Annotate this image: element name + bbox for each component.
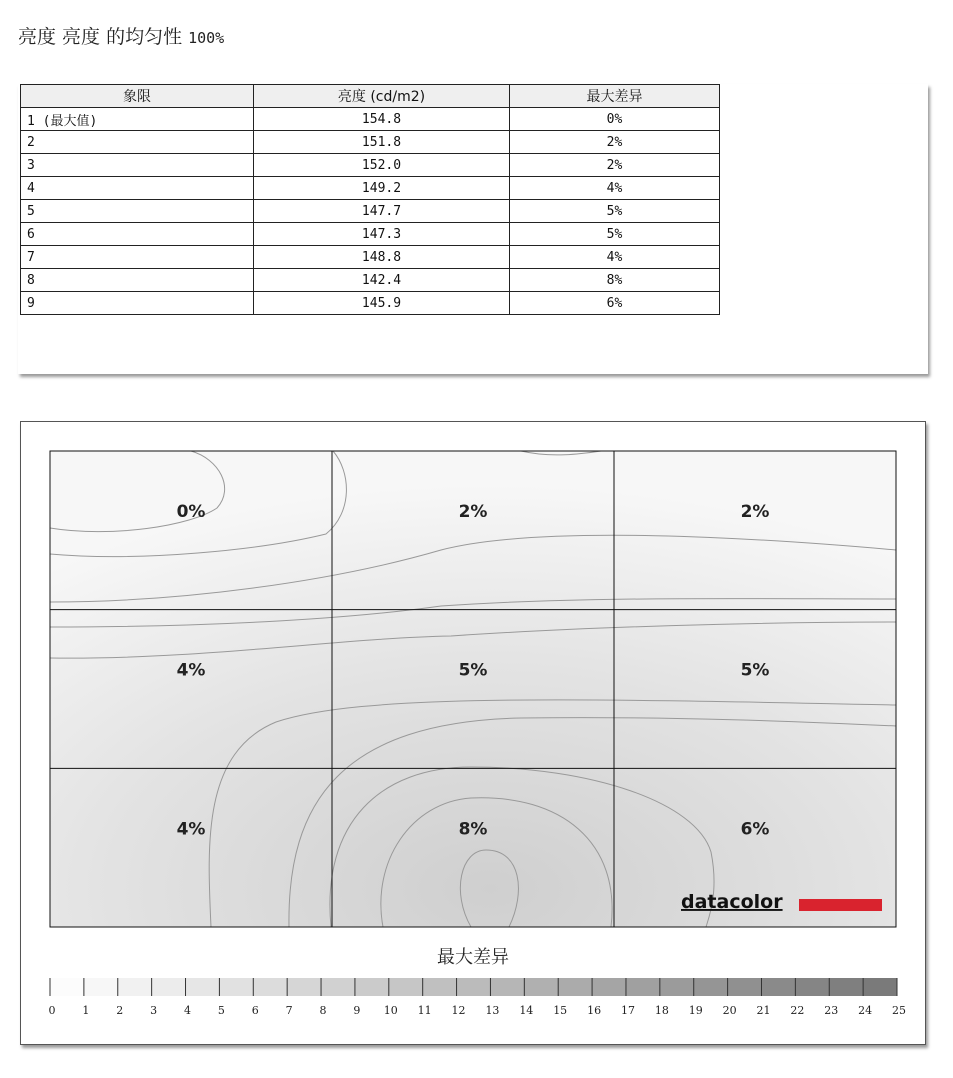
table-row (21, 200, 720, 223)
legend-swatch (490, 978, 524, 996)
table-row (21, 269, 720, 292)
cell-luminance: 147.7 (254, 200, 510, 223)
cell-quadrant: 1 (最大值) (21, 108, 254, 131)
datacolor-logo-bar (799, 899, 882, 911)
cell-quadrant: 6 (21, 223, 254, 246)
cell-luminance: 149.2 (254, 177, 510, 200)
cell-max-diff: 6% (510, 292, 720, 315)
scale-legend (49, 978, 907, 1017)
cell-label: 5% (458, 660, 488, 681)
legend-tick-label: 5 (217, 1004, 225, 1017)
cell-luminance: 151.8 (254, 131, 510, 154)
cell-quadrant: 3 (21, 154, 254, 177)
cell-max-diff: 2% (510, 154, 720, 177)
legend-swatch (694, 978, 728, 996)
legend-swatch (423, 978, 457, 996)
legend-tick-label: 8 (319, 1004, 327, 1017)
cell-max-diff: 4% (510, 177, 720, 200)
legend-tick-label: 6 (251, 1004, 259, 1017)
legend-swatch (660, 978, 694, 996)
cell-luminance: 154.8 (254, 108, 510, 131)
uniformity-chart-panel (20, 421, 926, 1045)
cell-label: 2% (458, 502, 488, 522)
legend-tick-label: 9 (353, 1004, 361, 1017)
cell-quadrant: 2 (21, 131, 254, 154)
title-percent: 100% (188, 29, 225, 47)
legend-tick-label: 12 (451, 1004, 466, 1017)
legend-swatch (219, 978, 253, 996)
title-text: 亮度 亮度 的均匀性 (18, 26, 183, 48)
uniformity-chart (21, 422, 925, 1044)
legend-swatch (592, 978, 626, 996)
cell-max-diff: 0% (510, 108, 720, 131)
legend-swatch (287, 978, 321, 996)
legend-swatch (761, 978, 795, 996)
legend-tick-label: 24 (858, 1004, 873, 1017)
legend-tick-label: 21 (756, 1004, 771, 1017)
table-body (21, 108, 720, 315)
legend-swatch (321, 978, 355, 996)
legend-tick-label: 4 (184, 1004, 192, 1017)
heatmap-background (50, 451, 896, 927)
cell-quadrant: 4 (21, 177, 254, 200)
legend-swatch (558, 978, 592, 996)
legend-tick-label: 14 (519, 1004, 534, 1017)
legend-tick-label: 17 (620, 1004, 635, 1017)
header-quadrant: 象限 (21, 85, 254, 108)
legend-swatch (50, 978, 84, 996)
legend-swatch (728, 978, 762, 996)
legend-swatch (524, 978, 558, 996)
legend-swatch (152, 978, 186, 996)
table-row (21, 177, 720, 200)
cell-quadrant: 8 (21, 269, 254, 292)
legend-title: 最大差异 (437, 947, 509, 968)
legend-swatch (186, 978, 220, 996)
cell-luminance: 142.4 (254, 269, 510, 292)
cell-max-diff: 5% (510, 223, 720, 246)
cell-luminance: 145.9 (254, 292, 510, 315)
table-row (21, 246, 720, 269)
cell-max-diff: 4% (510, 246, 720, 269)
legend-tick-label: 1 (82, 1004, 90, 1017)
legend-tick-label: 7 (285, 1004, 293, 1017)
cell-max-diff: 8% (510, 269, 720, 292)
cell-quadrant: 5 (21, 200, 254, 223)
cell-quadrant: 9 (21, 292, 254, 315)
cell-luminance: 152.0 (254, 154, 510, 177)
legend-tick-label: 23 (824, 1004, 839, 1017)
header-luminance: 亮度 (cd/m2) (254, 85, 510, 108)
cell-luminance: 147.3 (254, 223, 510, 246)
legend-swatch (829, 978, 863, 996)
cell-label: 6% (740, 819, 770, 840)
table-row (21, 223, 720, 246)
datacolor-logo-text: datacolor (681, 891, 783, 913)
luminance-table-panel (18, 84, 928, 374)
legend-swatch (253, 978, 287, 996)
cell-label: 4% (176, 819, 206, 840)
table-row (21, 131, 720, 154)
legend-swatch (626, 978, 660, 996)
header-max-diff: 最大差异 (510, 85, 720, 108)
legend-swatch (863, 978, 897, 996)
table-row (21, 108, 720, 131)
legend-swatch (355, 978, 389, 996)
luminance-table (20, 84, 720, 315)
legend-tick-label: 11 (417, 1004, 432, 1017)
table-row (21, 292, 720, 315)
legend-tick-label: 22 (790, 1004, 805, 1017)
legend-tick-label: 16 (587, 1004, 602, 1017)
cell-label: 0% (176, 502, 206, 522)
legend-tick-label: 18 (654, 1004, 669, 1017)
legend-tick-label: 15 (553, 1004, 568, 1017)
cell-luminance: 148.8 (254, 246, 510, 269)
legend-swatch (84, 978, 118, 996)
legend-swatch (795, 978, 829, 996)
legend-tick-label: 25 (892, 1004, 906, 1017)
cell-label: 5% (740, 660, 770, 681)
cell-max-diff: 2% (510, 131, 720, 154)
table-header-row (21, 85, 720, 108)
legend-swatch (389, 978, 423, 996)
cell-quadrant: 7 (21, 246, 254, 269)
cell-max-diff: 5% (510, 200, 720, 223)
legend-swatch (118, 978, 152, 996)
legend-tick-label: 19 (688, 1004, 703, 1017)
legend-tick-label: 13 (485, 1004, 500, 1017)
page-title (18, 22, 224, 49)
legend-tick-label: 20 (722, 1004, 737, 1017)
legend-tick-label: 10 (383, 1004, 398, 1017)
legend-tick-label: 2 (116, 1004, 124, 1017)
cell-label: 8% (458, 819, 488, 840)
legend-tick-label: 0 (48, 1004, 56, 1017)
legend-swatch (457, 978, 491, 996)
cell-label: 2% (740, 502, 770, 522)
table-row (21, 154, 720, 177)
legend-tick-label: 3 (150, 1004, 158, 1017)
cell-label: 4% (176, 660, 206, 681)
